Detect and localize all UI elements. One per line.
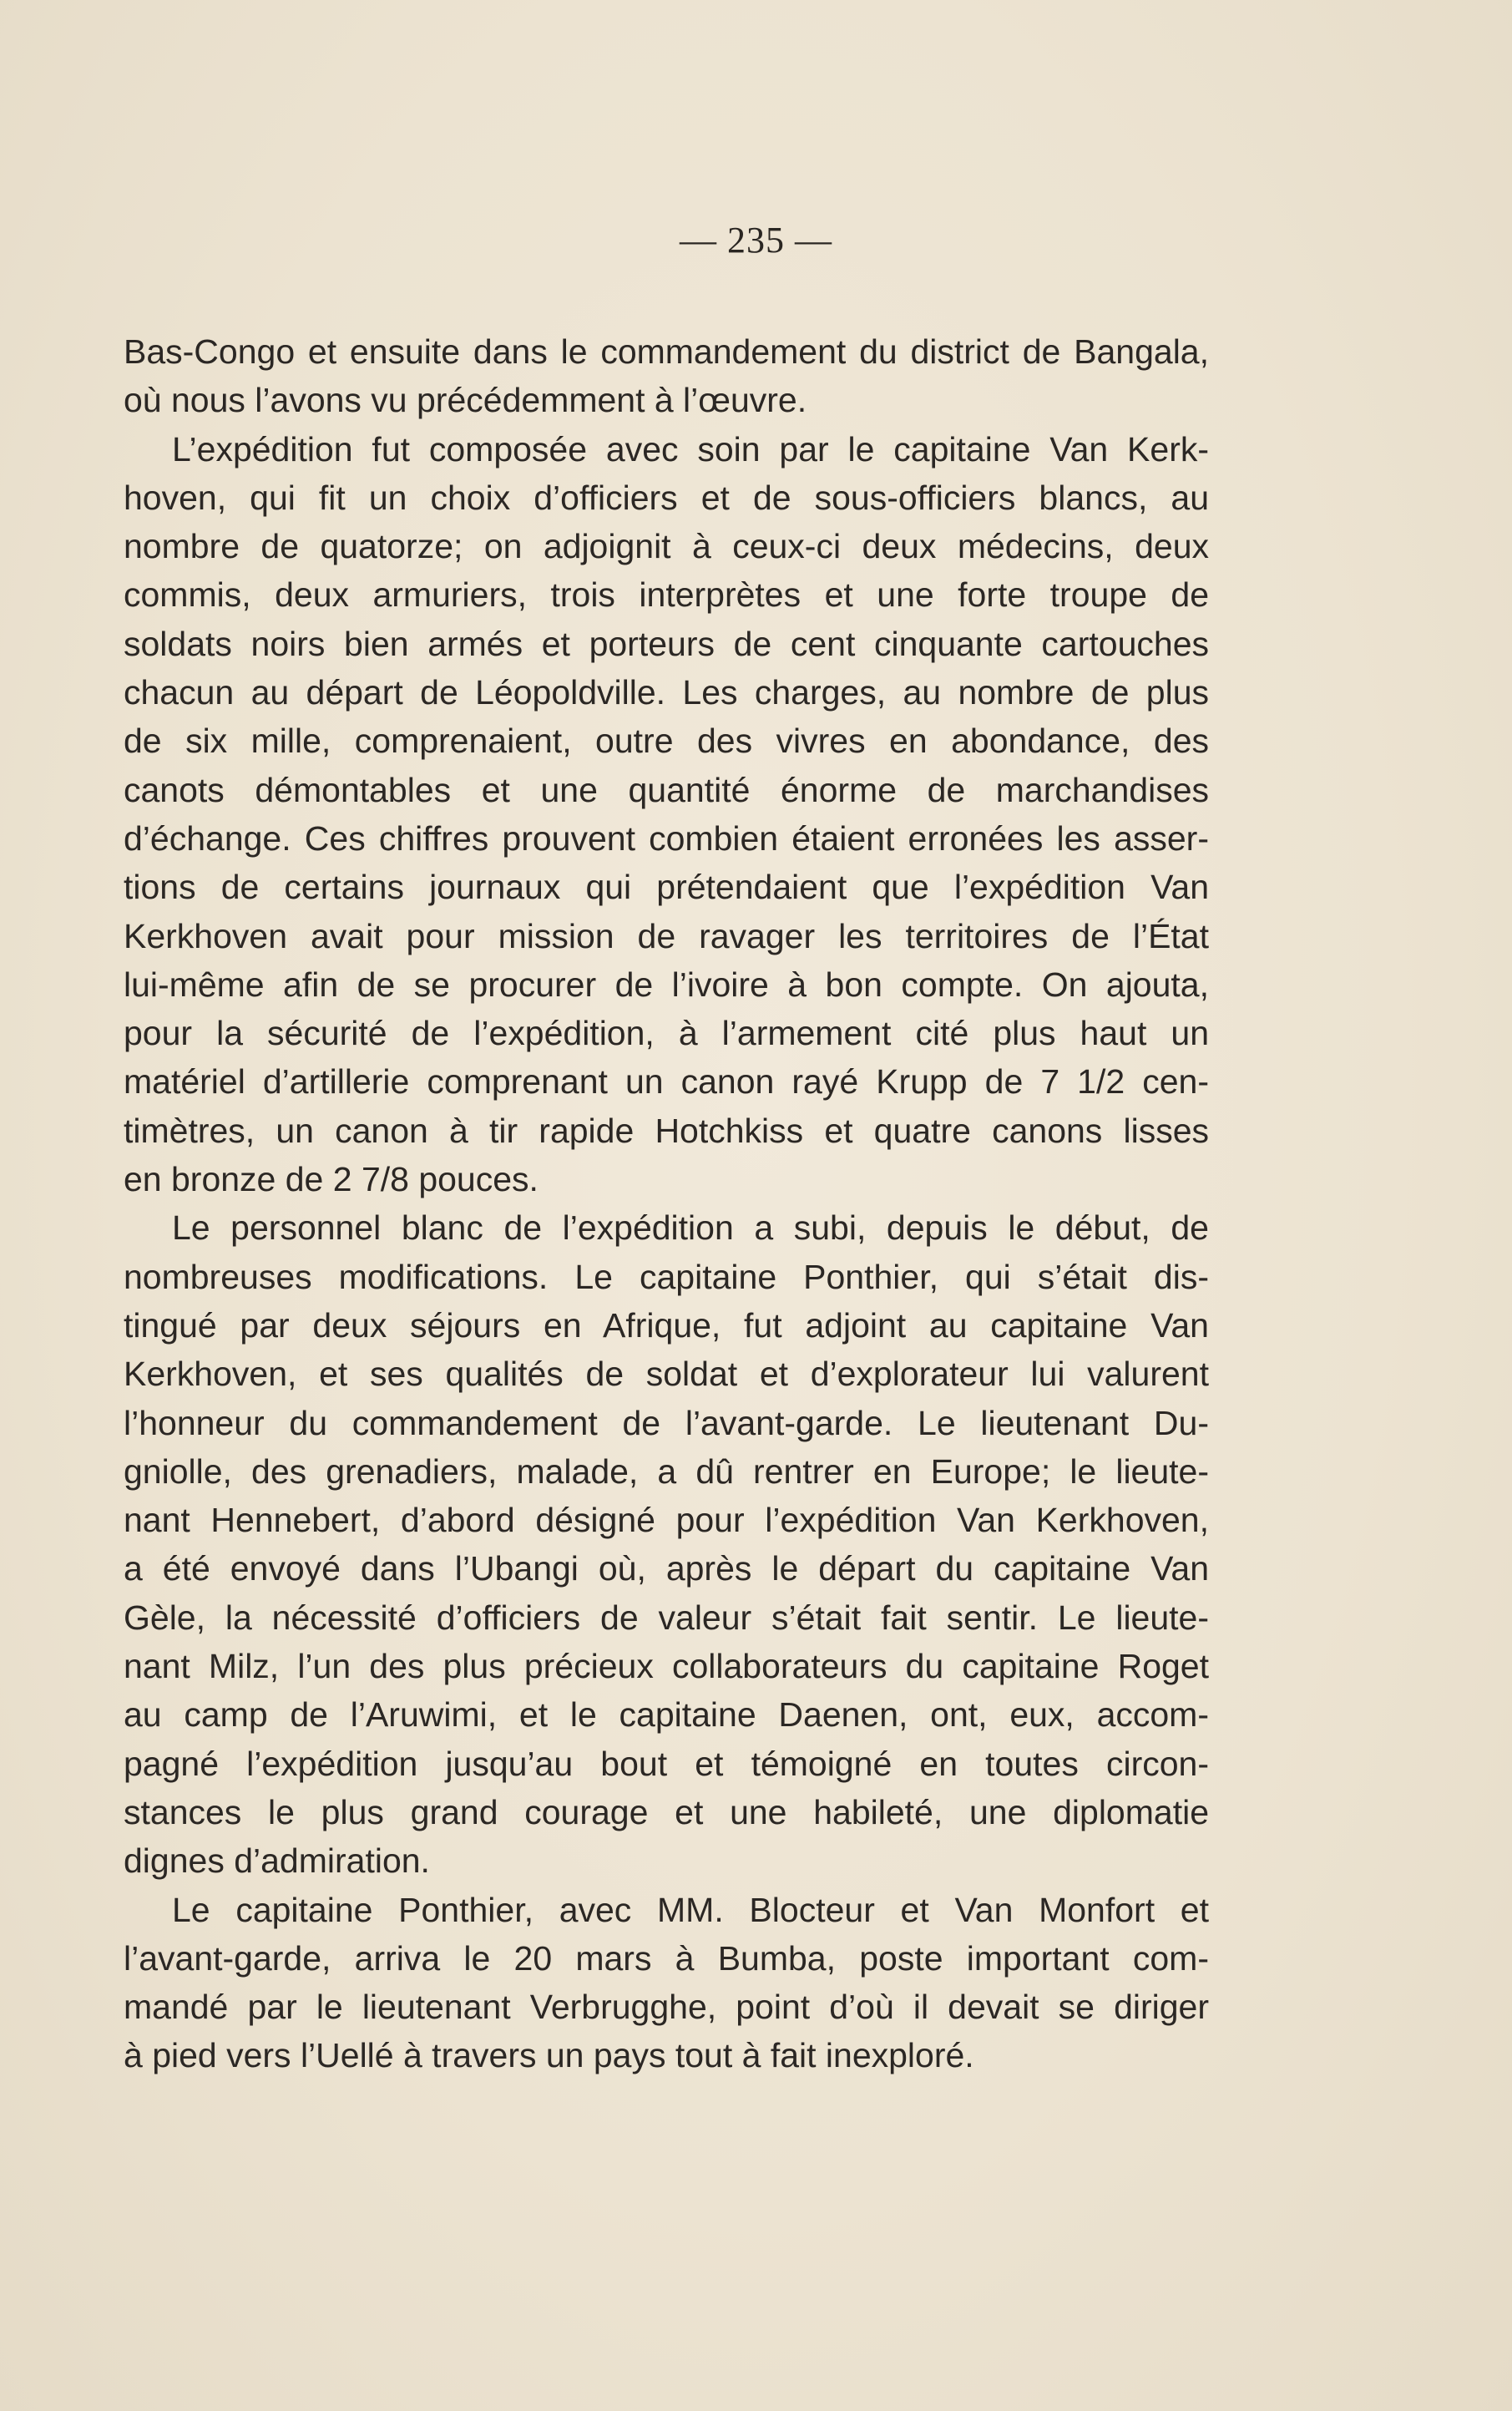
text-line: L’expédition fut composée avec soin par le capitaine Van Kerk- — [172, 429, 1209, 469]
text-line: hoven, qui fit un choix d’officiers et de sous-officiers blancs, au — [124, 478, 1209, 517]
text-line: nant Milz, l’un des plus précieux collaborateurs du capitaine Roget — [124, 1647, 1209, 1686]
text-line: commis, deux armuriers, trois interprètes et une forte troupe de — [124, 575, 1209, 615]
text-line: nombreuses modifications. Le capitaine Ponthier, qui s’était dis- — [124, 1257, 1209, 1296]
text-line: chacun au départ de Léopoldville. Les charges, au nombre de plus — [124, 673, 1209, 712]
text-line: tions de certains journaux qui prétendaient que l’expédition Van — [124, 868, 1209, 907]
text-line: canots démontables et une quantité énorme de marchandises — [124, 770, 1209, 809]
text-line: dignes d’admiration. — [124, 1841, 430, 1881]
text-line: Le capitaine Ponthier, avec MM. Blocteur et Van Monfort et — [172, 1890, 1209, 1929]
body-text — [124, 327, 1209, 2080]
text-line: d’échange. Ces chiffres prouvent combien étaient erronées les asser- — [124, 818, 1209, 858]
text-line: stances le plus grand courage et une habileté, une diplomatie — [124, 1792, 1209, 1831]
text-line: nant Hennebert, d’abord désigné pour l’expédition Van Kerkhoven, — [124, 1501, 1209, 1540]
text-line: timètres, un canon à tir rapide Hotchkiss et quatre canons lisses — [124, 1111, 1209, 1150]
text-line: l’avant-garde, arriva le 20 mars à Bumba, poste important com- — [124, 1938, 1209, 1978]
text-line: Kerkhoven avait pour mission de ravager les territoires de l’État — [124, 916, 1209, 955]
text-line: matériel d’artillerie comprenant un canon rayé Krupp de 7 1/2 cen- — [124, 1062, 1209, 1102]
text-line: a été envoyé dans l’Ubangi où, après le départ du capitaine Van — [124, 1549, 1209, 1588]
text-line: nombre de quatorze; on adjoignit à ceux-ci deux médecins, deux — [124, 527, 1209, 566]
text-line: soldats noirs bien armés et porteurs de cent cinquante cartouches — [124, 624, 1209, 663]
text-line: mandé par le lieutenant Verbrugghe, point d’où il devait se diriger — [124, 1988, 1209, 2027]
text-line: pour la sécurité de l’expédition, à l’armement cité plus haut un — [124, 1014, 1209, 1053]
text-line: au camp de l’Aruwimi, et le capitaine Daenen, ont, eux, accom- — [124, 1695, 1209, 1735]
text-line: en bronze de 2 7/8 pouces. — [124, 1160, 539, 1199]
text-line: tingué par deux séjours en Afrique, fut adjoint au capitaine Van — [124, 1305, 1209, 1345]
text-line: l’honneur du commandement de l’avant-garde. Le lieutenant Du- — [124, 1403, 1209, 1442]
text-line: où nous l’avons vu précédemment à l’œuvre. — [124, 381, 807, 420]
text-line: Bas-Congo et ensuite dans le commandement du district de Bangala, — [124, 332, 1209, 371]
text-line: pagné l’expédition jusqu’au bout et témoigné en toutes circon- — [124, 1744, 1209, 1783]
text-line: gniolle, des grenadiers, malade, a dû rentrer en Europe; le lieute- — [124, 1451, 1209, 1491]
text-line: lui-même afin de se procurer de l’ivoire à bon compte. On ajouta, — [124, 965, 1209, 1004]
text-line: à pied vers l’Uellé à travers un pays tout à fait inexploré. — [124, 2036, 974, 2075]
text-line: Kerkhoven, et ses qualités de soldat et d’explorateur lui valurent — [124, 1355, 1209, 1394]
text-line: de six mille, comprenaient, outre des vivres en abondance, des — [124, 722, 1209, 761]
text-line: Le personnel blanc de l’expédition a subi, depuis le début, de — [172, 1208, 1209, 1248]
text-line: Gèle, la nécessité d’officiers de valeur s’était fait sentir. Le lieute- — [124, 1598, 1209, 1637]
page-number: — 235 — — [680, 220, 832, 261]
